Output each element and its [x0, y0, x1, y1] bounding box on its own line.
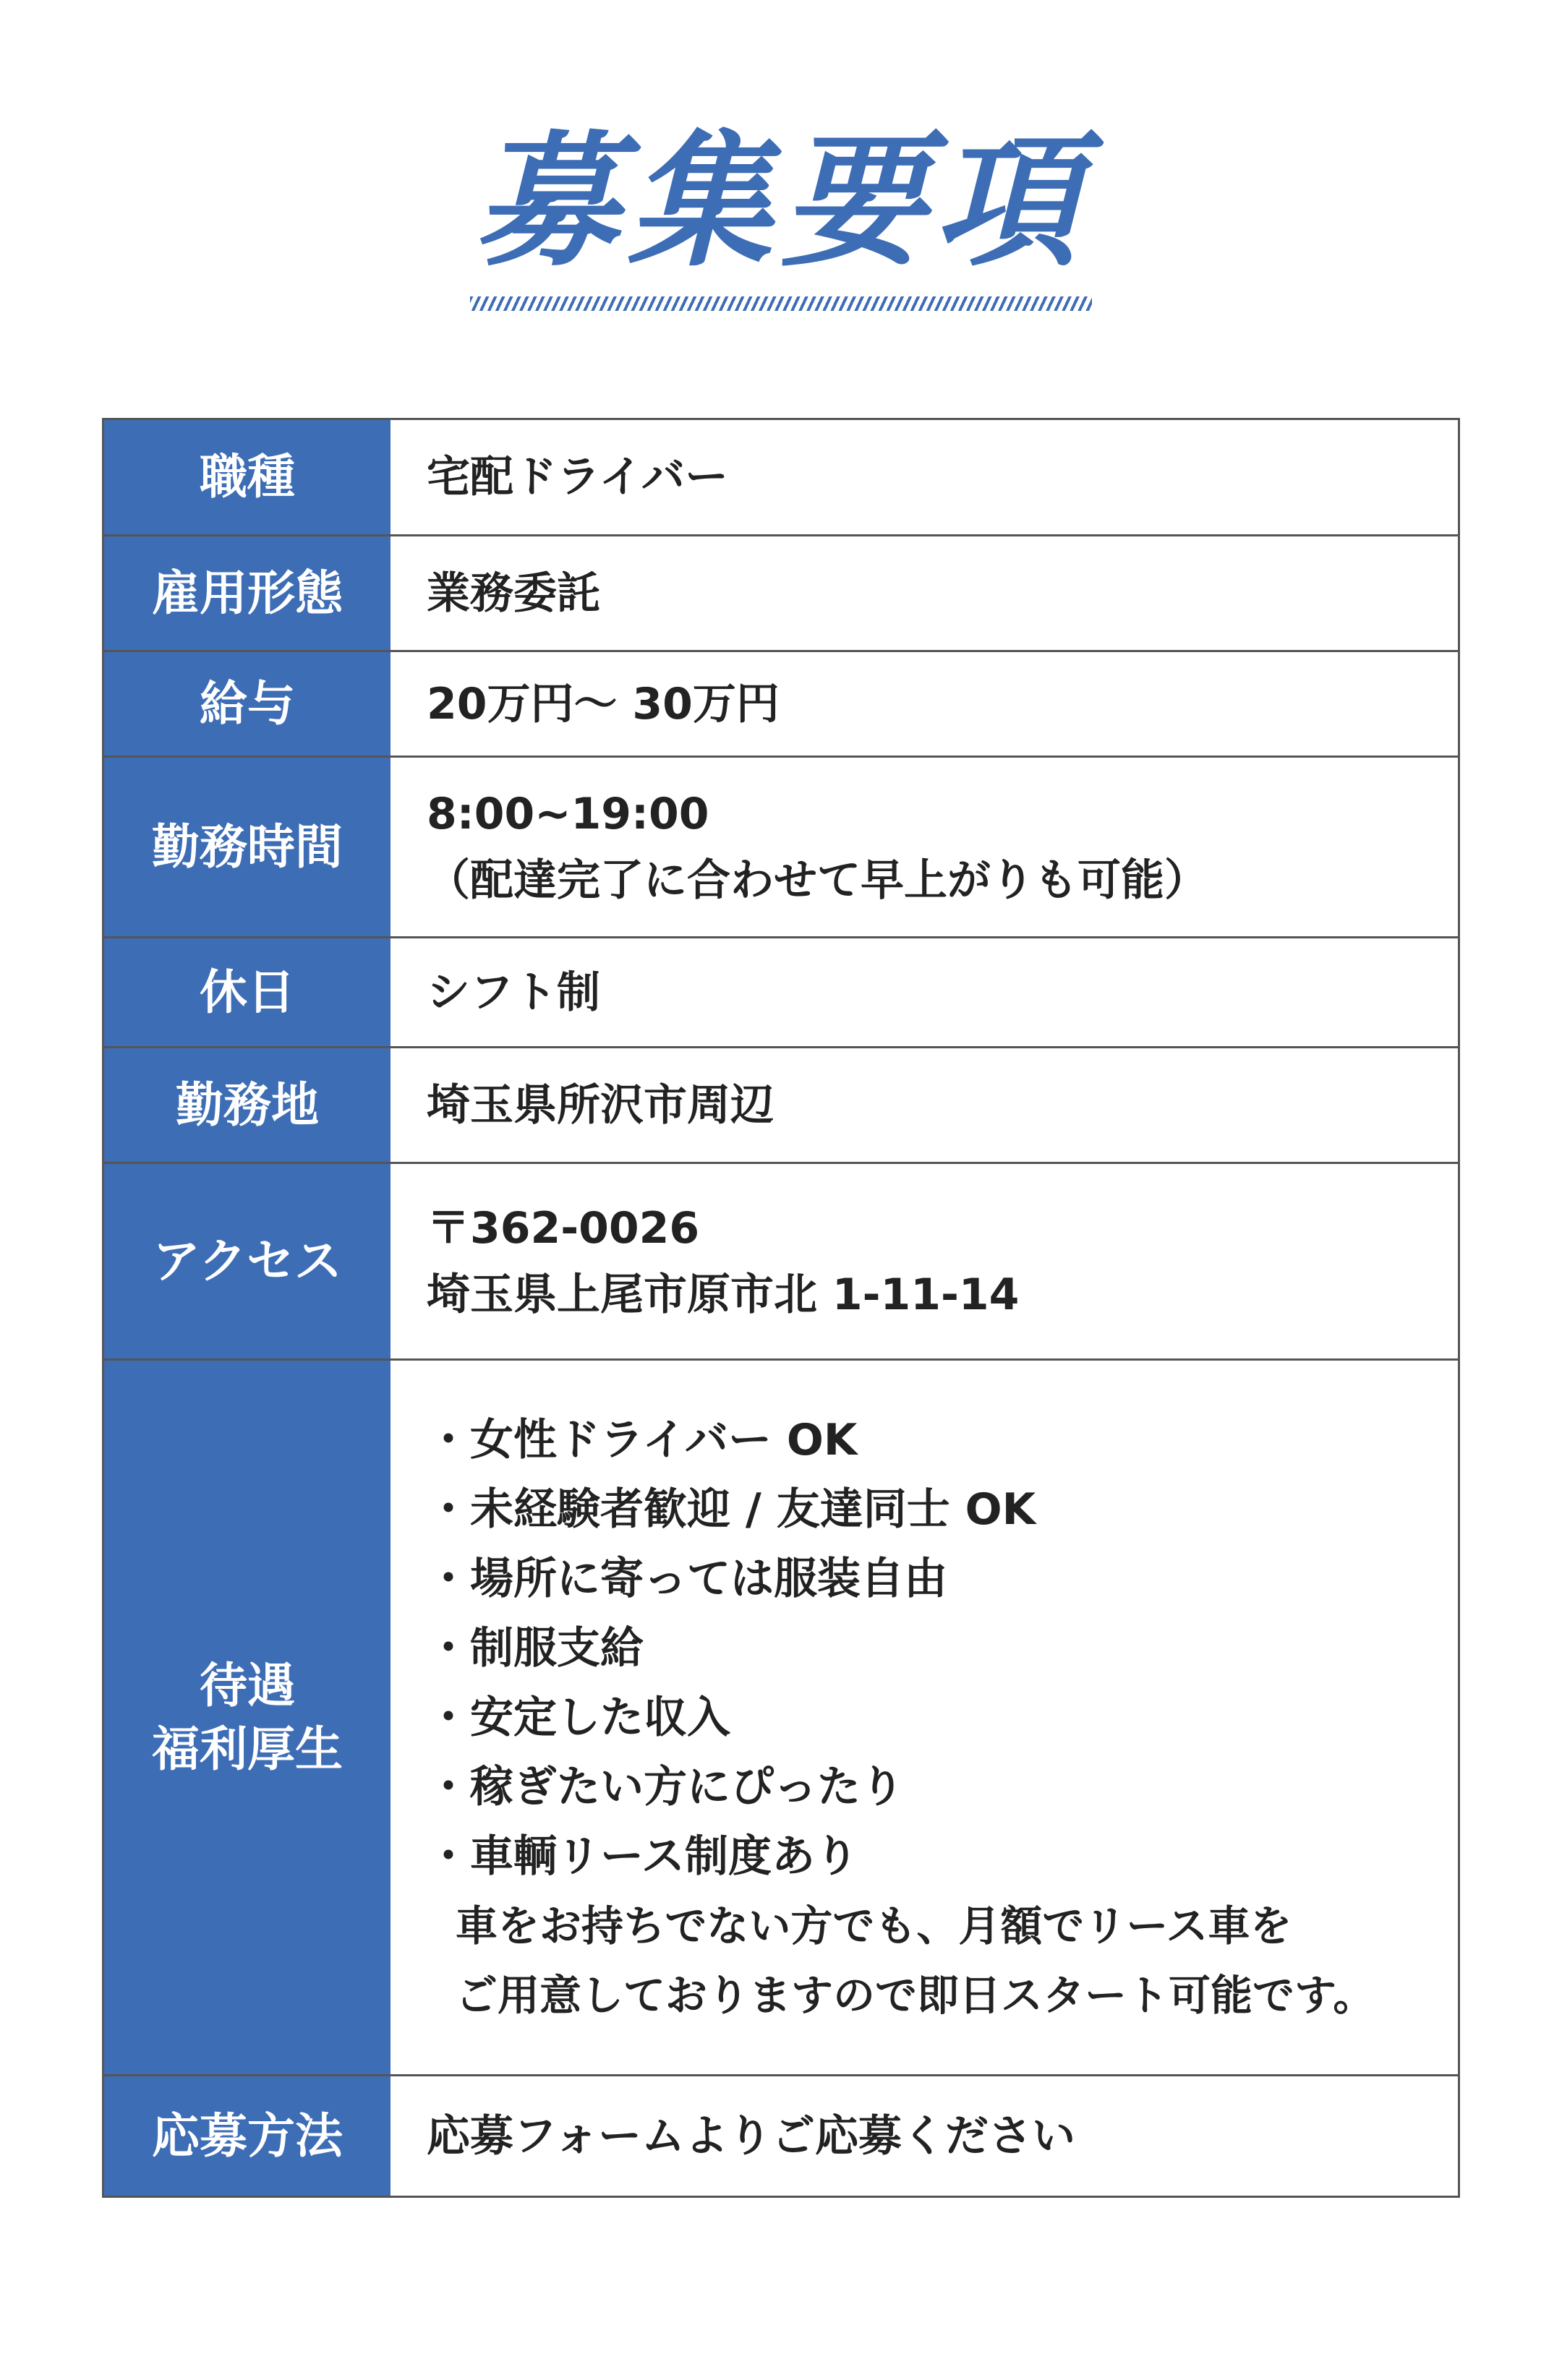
value-line: シフト制 — [427, 967, 600, 1018]
row-value — [390, 652, 1458, 755]
row-value — [390, 536, 1458, 650]
row-label — [104, 938, 390, 1046]
row-value — [390, 1164, 1458, 1358]
page-title: 募集要項 — [474, 118, 1088, 286]
value-line: 埼玉県所沢市周辺 — [427, 1079, 774, 1131]
value-line: （配達完了に合わせて早上がりも可能） — [427, 855, 1208, 906]
row-label — [104, 2076, 390, 2196]
row-employment-type — [104, 534, 1458, 650]
address: 埼玉県上尾市原市北 1-11-14 — [427, 1269, 1020, 1320]
benefit-item: ・制服支給 — [427, 1622, 644, 1674]
row-label — [104, 1361, 390, 2074]
row-job-type — [104, 420, 1458, 534]
row-label-text: 福利厚生 — [152, 1721, 343, 1777]
row-value — [390, 938, 1458, 1046]
row-value — [390, 1048, 1458, 1162]
value-line: 20万円～ 30万円 — [427, 678, 780, 729]
benefit-item: ・安定した収入 — [427, 1692, 730, 1743]
benefit-item: ・車輌リース制度あり — [427, 1831, 858, 1882]
benefit-item: ・稼ぎたい方にぴったり — [427, 1761, 904, 1812]
value-line: 宅配ドライバー — [427, 452, 728, 502]
row-salary — [104, 650, 1458, 755]
benefit-item: ・女性ドライバー OK — [427, 1414, 858, 1465]
recruitment-table — [102, 418, 1460, 2198]
row-label-text: 休日 — [200, 964, 295, 1020]
benefit-note: ご用意しておりますので即日スタート可能です。 — [456, 1970, 1375, 2020]
benefit-note: 車をお持ちでない方でも、月額でリース車を — [456, 1901, 1292, 1951]
row-label — [104, 536, 390, 650]
row-value — [390, 1361, 1458, 2074]
value-line: 8:00~19:00 — [427, 788, 709, 839]
row-value — [390, 2076, 1458, 2196]
row-label — [104, 758, 390, 936]
benefit-item: ・場所に寄っては服装自由 — [427, 1553, 947, 1604]
row-label-text: 職種 — [200, 449, 295, 505]
row-holidays — [104, 936, 1458, 1046]
row-benefits — [104, 1358, 1458, 2074]
benefit-item: ・未経験者歓迎 / 友達同士 OK — [427, 1484, 1036, 1535]
row-label-text: 勤務地 — [176, 1076, 319, 1133]
row-application-method — [104, 2074, 1458, 2196]
row-label-text: 勤務時間 — [152, 818, 343, 875]
row-value — [390, 420, 1458, 534]
row-label — [104, 1164, 390, 1358]
row-label-text: 雇用形態 — [152, 565, 343, 621]
row-label — [104, 1048, 390, 1162]
title-underline — [470, 296, 1092, 311]
row-label-text: アクセス — [152, 1233, 343, 1289]
row-label-text: 給与 — [200, 675, 295, 732]
row-access — [104, 1162, 1458, 1358]
row-label — [104, 420, 390, 534]
value-line: 応募フォームよりご応募ください — [427, 2110, 1075, 2162]
row-label-text: 応募方法 — [152, 2107, 343, 2164]
row-working-hours — [104, 755, 1458, 936]
row-work-location — [104, 1046, 1458, 1162]
row-value — [390, 758, 1458, 936]
postal-code: 〒362-0026 — [427, 1202, 700, 1254]
value-line: 業務委託 — [427, 568, 600, 619]
row-label-text: 待遇 — [200, 1657, 295, 1713]
row-label — [104, 652, 390, 755]
